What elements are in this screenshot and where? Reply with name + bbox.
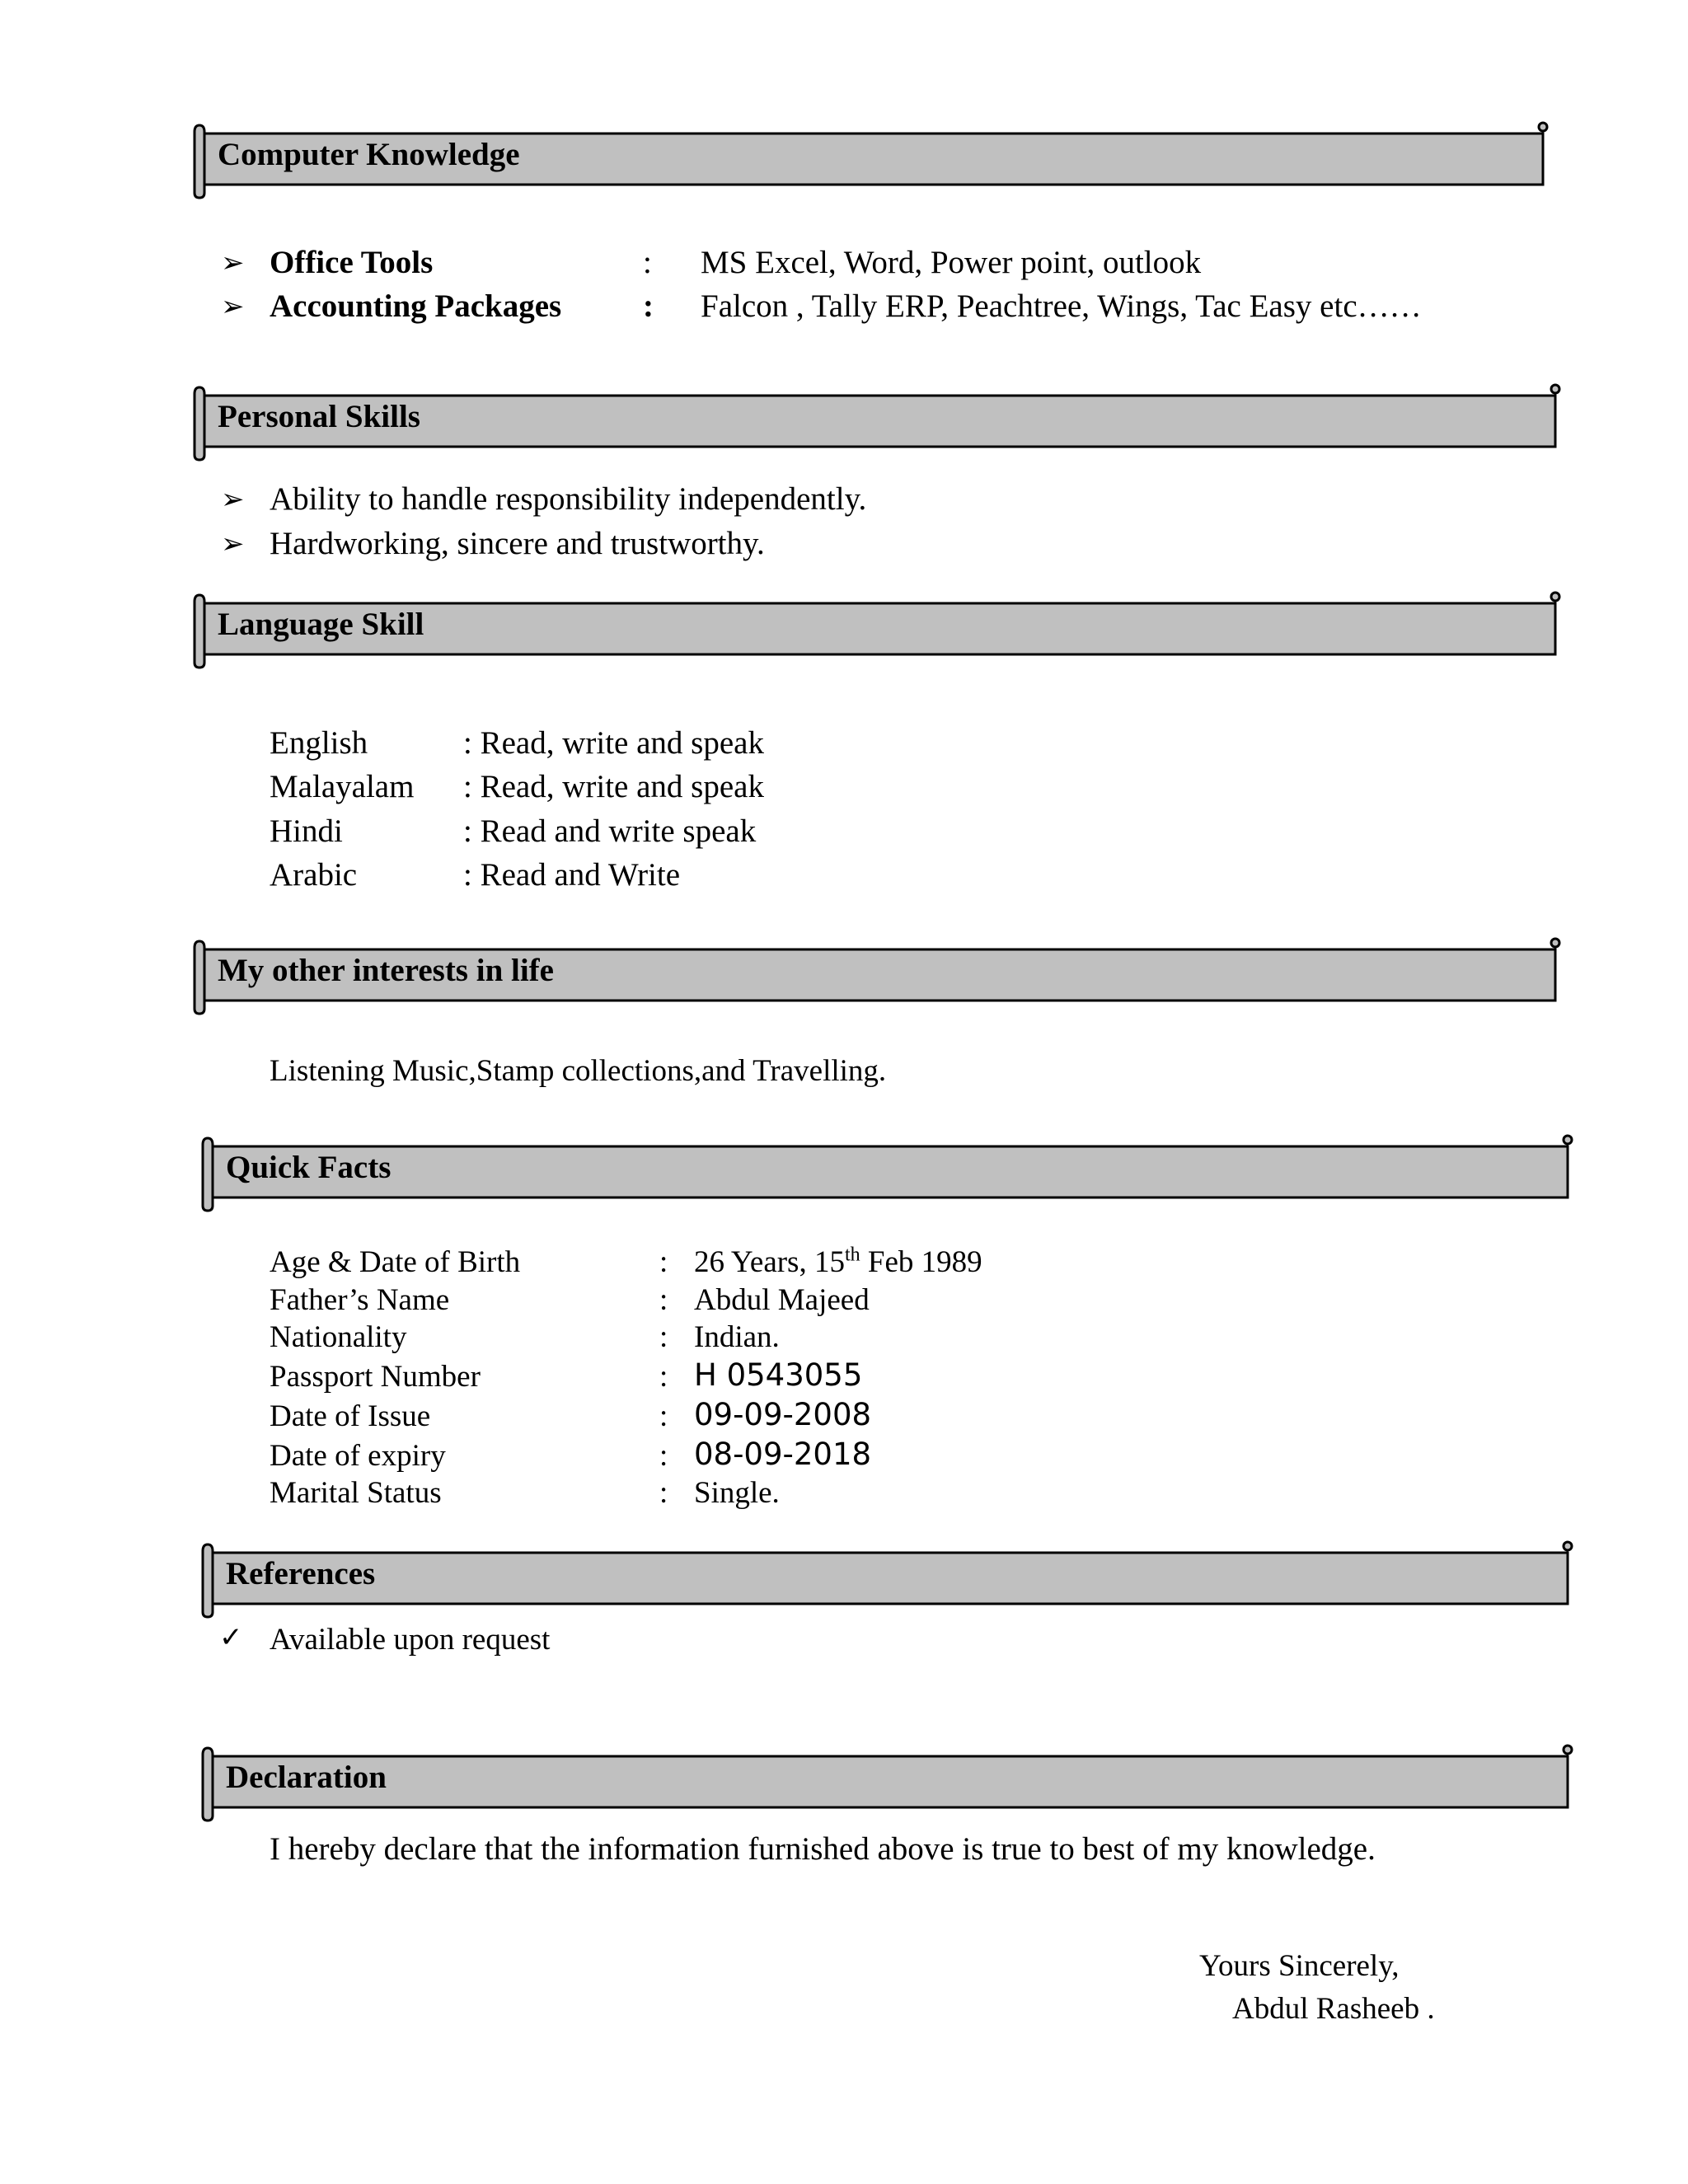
scroll-banner-shape (199, 1541, 1576, 1615)
skill-value: MS Excel, Word, Power point, outlook (701, 245, 1202, 280)
section-banner-quick-facts (199, 1135, 1576, 1188)
declaration-text: I hereby declare that the information furnished above is true to best of my knowledge. (270, 1831, 1376, 1867)
fact-value: 08-09-2018 (694, 1436, 872, 1472)
interests-text: Listening Music,Stamp collections,and Travelling. (270, 1054, 887, 1088)
fact-label: Nationality (270, 1320, 407, 1354)
fact-label: Father’s Name (270, 1283, 450, 1317)
fact-separator: : (659, 1360, 668, 1394)
fact-value: 09-09-2008 (694, 1397, 872, 1432)
fact-label: Passport Number (270, 1360, 481, 1394)
scroll-banner-shape (199, 1745, 1576, 1819)
fact-label: Date of expiry (270, 1439, 446, 1473)
fact-value: Indian. (694, 1320, 780, 1354)
fact-label: Age & Date of Birth (270, 1245, 521, 1279)
skill-separator: : (643, 288, 654, 324)
fact-separator: : (659, 1245, 668, 1279)
skill-value: Falcon , Tally ERP, Peachtree, Wings, Tac Easy etc…… (701, 288, 1422, 324)
section-banner-personal-skills (191, 384, 1564, 437)
section-title: Personal Skills (218, 399, 420, 434)
language-value: : Read, write and speak (463, 725, 764, 761)
scroll-banner-shape (199, 1135, 1576, 1209)
section-title: Quick Facts (226, 1150, 392, 1185)
fact-value: Single. (694, 1476, 780, 1510)
fact-value-superscript: th (844, 1244, 860, 1266)
fact-value-rest: Feb 1989 (860, 1245, 982, 1279)
checkmark-icon: ✓ (219, 1621, 243, 1654)
fact-label: Marital Status (270, 1476, 442, 1510)
language-value: : Read and Write (463, 857, 681, 893)
fact-separator: : (659, 1320, 668, 1354)
fact-separator: : (659, 1476, 668, 1510)
fact-separator: : (659, 1439, 668, 1473)
language-name: Hindi (270, 813, 343, 849)
fact-separator: : (659, 1399, 668, 1433)
personal-skill-item: Ability to handle responsibility independently. (270, 481, 867, 517)
fact-value (694, 1244, 982, 1281)
personal-skill-item: Hardworking, sincere and trustworthy. (270, 526, 765, 561)
language-name: Malayalam (270, 769, 415, 804)
section-title: My other interests in life (218, 953, 554, 988)
arrowhead-bullet-icon: ➢ (221, 290, 245, 323)
section-title: Computer Knowledge (218, 137, 520, 172)
section-banner-language-skill (191, 592, 1564, 644)
section-banner-references (199, 1541, 1576, 1594)
fact-value: H 0543055 (694, 1357, 863, 1393)
section-banner-declaration (199, 1745, 1576, 1797)
skill-separator: : (643, 245, 652, 280)
fact-value: Abdul Majeed (694, 1283, 870, 1317)
language-name: Arabic (270, 857, 358, 893)
section-title: Declaration (226, 1760, 387, 1795)
language-value: : Read, write and speak (463, 769, 764, 804)
arrowhead-bullet-icon: ➢ (221, 483, 245, 516)
section-banner-computer-knowledge (191, 122, 1551, 175)
section-title: References (226, 1556, 376, 1591)
language-value: : Read and write speak (463, 813, 757, 849)
skill-label: Accounting Packages (270, 288, 562, 324)
reference-item: Available upon request (270, 1623, 551, 1657)
language-name: English (270, 725, 368, 761)
signature-closing: Yours Sincerely, (1199, 1949, 1400, 1983)
skill-label: Office Tools (270, 245, 434, 280)
fact-value-main: 26 Years, 15 (694, 1245, 845, 1279)
signature-name: Abdul Rasheeb . (1232, 1992, 1435, 2026)
section-banner-interests (191, 938, 1564, 991)
fact-separator: : (659, 1283, 668, 1317)
fact-label: Date of Issue (270, 1399, 431, 1433)
arrowhead-bullet-icon: ➢ (221, 527, 245, 560)
section-title: Language Skill (218, 607, 424, 642)
arrowhead-bullet-icon: ➢ (221, 246, 245, 279)
